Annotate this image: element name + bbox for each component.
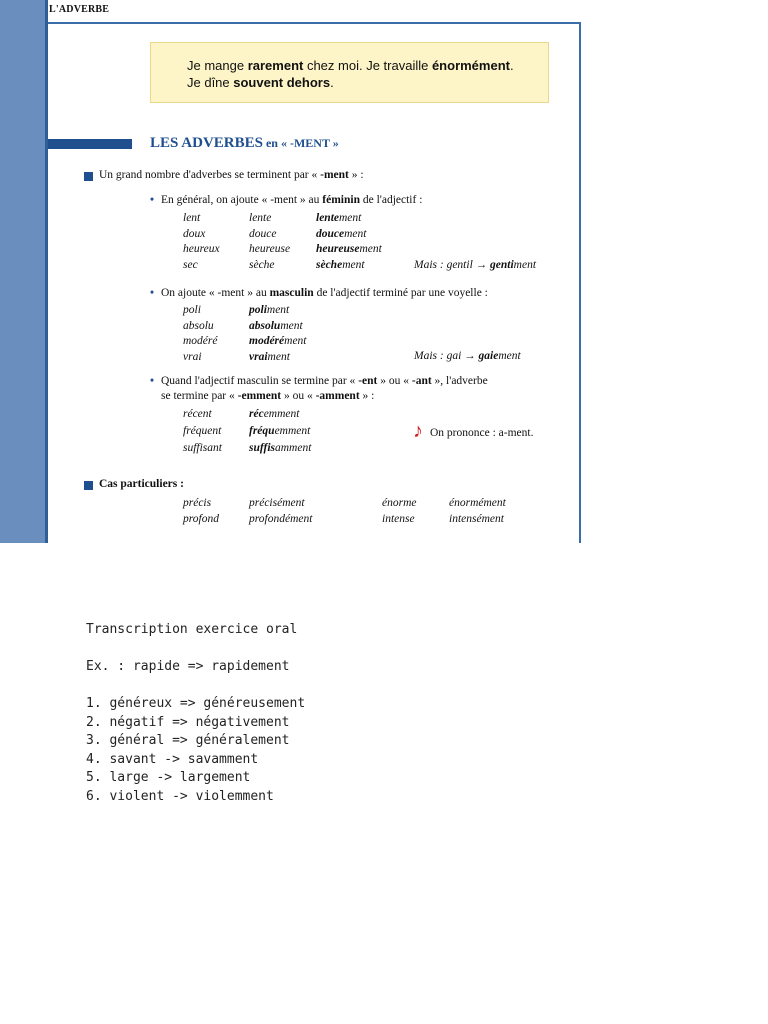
adverb: fréquemment [249, 425, 311, 437]
adverb: précisément [249, 497, 305, 509]
adjective-masculine: fréquent [183, 425, 222, 437]
rule3-text-line1: • Quand l'adjectif masculin se termine par « -ent » ou « -ant », l'adverbe [161, 375, 488, 387]
section-bar-decoration [48, 139, 132, 149]
adjective-masculine: récent [183, 408, 212, 420]
rule3-note: On prononce : a-ment. [430, 427, 534, 439]
adjective: précis [183, 497, 212, 509]
example-line-2: Je dîne souvent dehors. [187, 75, 334, 90]
transcription-item: 4. savant -> savamment [86, 751, 259, 767]
special-cases-title: Cas particuliers : [99, 478, 184, 490]
section-title [150, 135, 339, 152]
intro-text: Un grand nombre d'adverbes se terminent par « -ment » : [99, 169, 364, 181]
adjective-masculine: absolu [183, 319, 214, 332]
adjective-feminine: douce [249, 227, 277, 240]
adverb: intensément [449, 512, 504, 525]
adjective-masculine: vrai [183, 350, 202, 363]
page-title: L'ADVERBE [49, 4, 110, 15]
adverb: sèchement [316, 258, 365, 271]
adjective-masculine: modéré [183, 335, 218, 347]
transcription-item: 6. violent -> violemment [86, 789, 274, 804]
adjective-masculine: poli [183, 304, 201, 316]
adverb: énormément [449, 497, 506, 509]
adjective-feminine: sèche [249, 258, 275, 271]
adverb: modérément [249, 335, 307, 347]
left-sidebar-band [0, 0, 45, 543]
adjective-masculine: lent [183, 212, 201, 224]
adjective-masculine: doux [183, 227, 206, 240]
adjective-masculine: suffisant [183, 442, 222, 454]
section-title-rest: en « -MENT » [262, 136, 339, 150]
square-bullet-icon [84, 172, 93, 181]
transcription-item: 5. large -> largement [86, 770, 251, 786]
square-bullet-icon [84, 481, 93, 490]
music-note-icon: ♪ [413, 420, 423, 442]
adjective-masculine: heureux [183, 243, 220, 255]
transcription-example: Ex. : rapide => rapidement [86, 659, 290, 674]
rule3-text-line2: se termine par « -emment » ou « -amment » : [161, 390, 375, 402]
adjective-feminine: lente [249, 212, 272, 224]
rule1-note: Mais : gentil → gentiment [414, 259, 537, 271]
adjective: intense [382, 512, 415, 525]
rule2-text: • On ajoute « -ment » au masculin de l'adjectif terminé par une voyelle : [161, 287, 488, 299]
adverb: doucement [316, 227, 367, 240]
adverb: vraiment [249, 350, 290, 363]
example-box [150, 42, 549, 103]
transcription-item: 2. négatif => négativement [86, 714, 290, 730]
adverb: suffisamment [249, 442, 312, 454]
transcription-item: 3. général => généralement [86, 733, 290, 749]
adjective: énorme [382, 497, 417, 509]
rule2-note: Mais : gai → gaiement [414, 350, 521, 362]
example-line-1: Je mange rarement chez moi. Je travaille énormément. [187, 58, 514, 73]
transcription-title: Transcription exercice oral [86, 622, 298, 637]
adjective: profond [183, 512, 219, 525]
adverb: poliment [249, 304, 290, 316]
adjective-masculine: sec [183, 258, 198, 271]
adjective-feminine: heureuse [249, 243, 291, 255]
section-title-main: LES ADVERBES [150, 135, 263, 151]
adverb: lentement [316, 212, 362, 224]
adverb: heureusement [316, 243, 382, 255]
rule1-text: • En général, on ajoute « -ment » au féminin de l'adjectif : [161, 194, 422, 206]
adverb: profondément [249, 512, 313, 525]
adverb: récemment [249, 408, 300, 420]
transcription-item: 1. généreux => généreusement [86, 696, 306, 711]
adverb: absolument [249, 319, 303, 332]
